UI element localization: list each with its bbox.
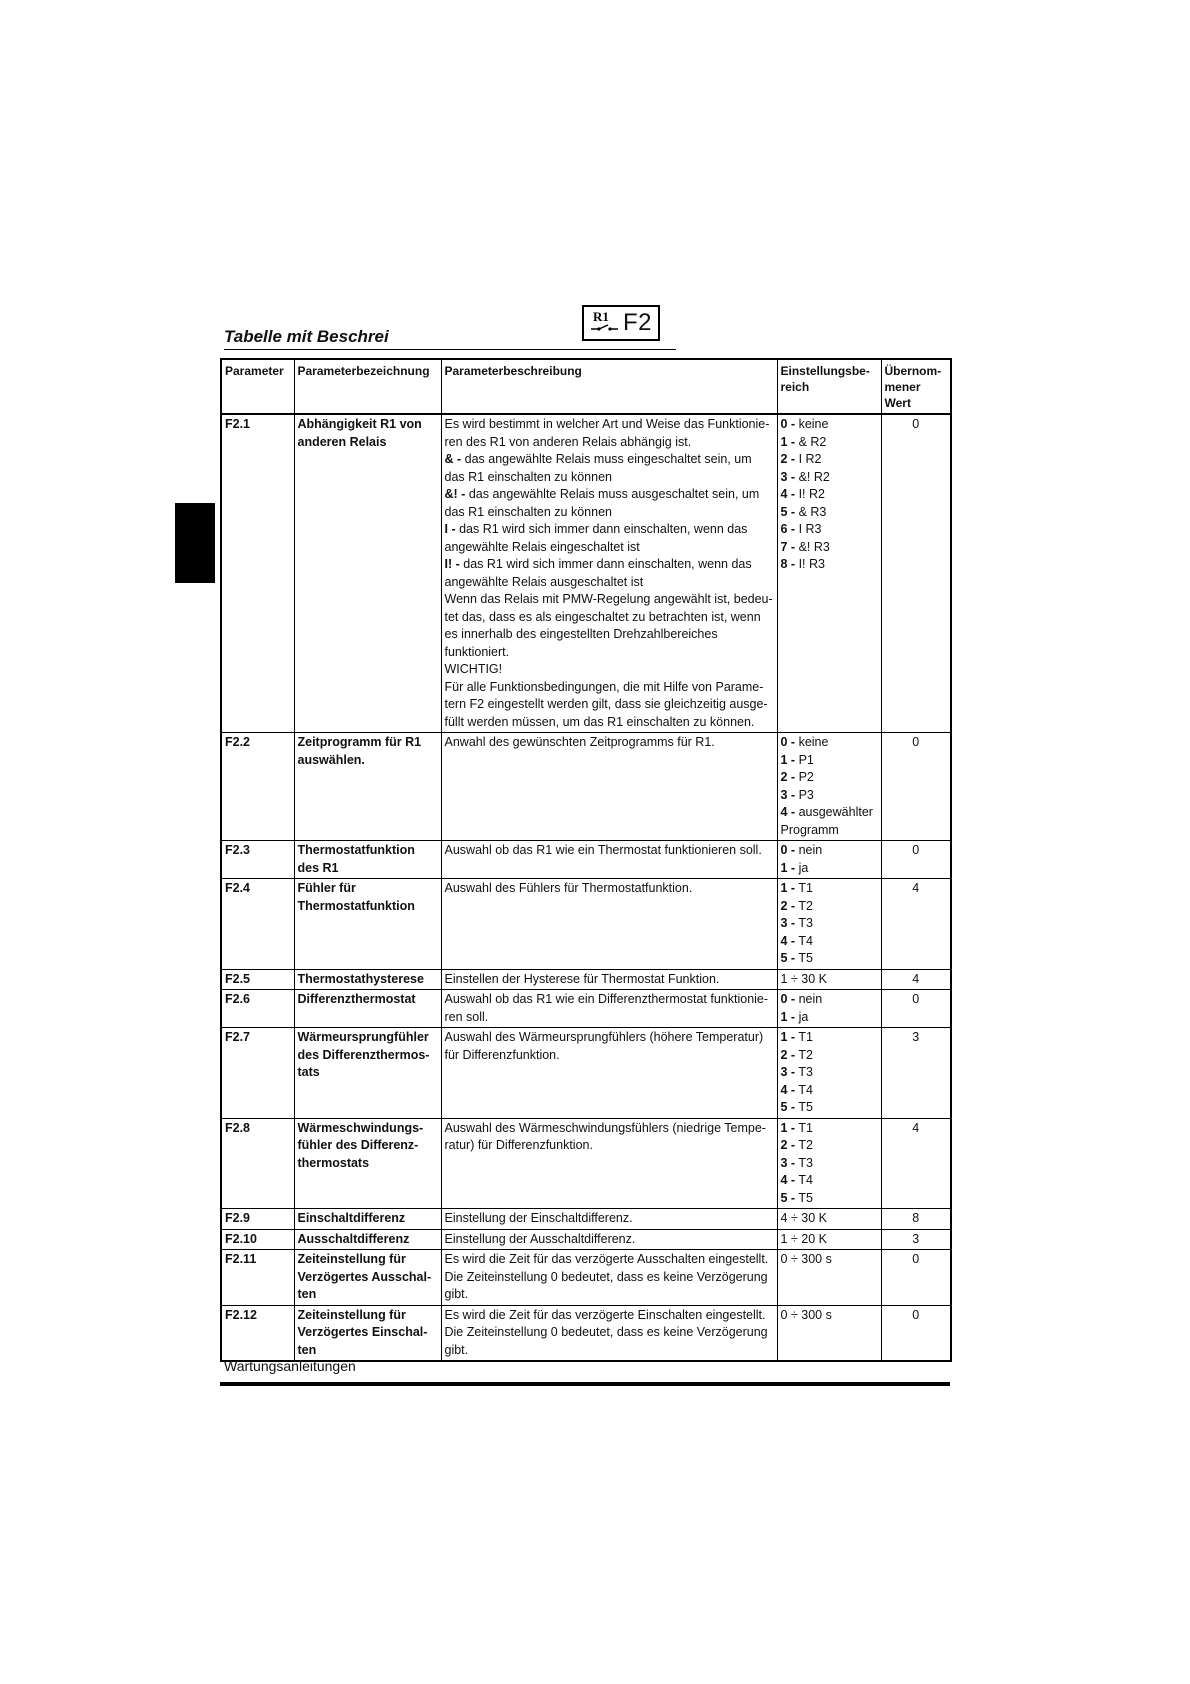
description-line (445, 521, 774, 556)
parameter-name: Ausschaltdifferenz (294, 1229, 441, 1250)
description-text: Auswahl des Fühlers für Thermostatfunktion. (444, 881, 693, 895)
range-option-number: 4 - (780, 805, 796, 819)
range-option-label: I R3 (798, 522, 822, 536)
range-option-label: &! R3 (798, 539, 830, 554)
range-option (781, 451, 878, 469)
parameter-id: F2.8 (221, 1118, 294, 1209)
relay-switch-icon (589, 309, 619, 337)
range-option-number: 2 - (780, 452, 796, 466)
column-header-parameter: Parameter (221, 359, 294, 414)
table-row (221, 990, 951, 1028)
parameter-id: F2.7 (221, 1028, 294, 1119)
range-option-number: 0 - (780, 992, 796, 1006)
description-line (445, 679, 774, 732)
range-option-label: T4 (798, 1173, 813, 1187)
range-option-label: T2 (798, 1047, 813, 1062)
description-text: Es wird die Zeit für das verzögerte Ausschalten eingestellt. Die Zeiteinstellung 0 bedeutet, dass es keine Verzögerung gibt. (444, 1252, 769, 1301)
description-symbol: & - (444, 452, 462, 466)
parameter-id: F2.2 (221, 733, 294, 841)
range-option (781, 486, 878, 504)
parameter-description (441, 879, 777, 970)
parameter-id: F2.12 (221, 1305, 294, 1361)
setting-range (777, 733, 881, 841)
range-option-number: 2 - (780, 898, 796, 913)
table-row (221, 879, 951, 970)
description-line (445, 971, 774, 989)
description-line (445, 1307, 774, 1360)
description-text: WICHTIG! (444, 662, 503, 676)
parameter-id: F2.3 (221, 841, 294, 879)
table-row (221, 1028, 951, 1119)
range-option (781, 521, 878, 539)
range-option (781, 1190, 878, 1208)
default-value: 4 (881, 1118, 951, 1209)
range-option-label: T1 (798, 881, 813, 895)
range-option-number: 8 - (780, 557, 796, 571)
range-option-number: 7 - (780, 539, 796, 554)
range-option-label: P2 (798, 770, 814, 784)
range-option-number: 2 - (780, 1138, 796, 1152)
range-option-number: 2 - (780, 1047, 796, 1062)
default-value: 0 (881, 733, 951, 841)
description-text: Einstellung der Ausschaltdifferenz. (444, 1231, 636, 1246)
range-option (781, 556, 878, 574)
range-option (781, 1307, 878, 1325)
parameter-table (220, 358, 952, 1362)
parameter-description (441, 1209, 777, 1230)
range-option (781, 469, 878, 487)
range-option (781, 804, 878, 839)
default-value: 3 (881, 1028, 951, 1119)
default-value: 0 (881, 990, 951, 1028)
range-option-label: T2 (798, 898, 813, 913)
range-option-number: 0 - (780, 735, 796, 749)
footer-rule (220, 1382, 950, 1386)
default-value: 0 (881, 1250, 951, 1306)
range-option (781, 734, 878, 752)
parameter-name: Thermostatfunktion des R1 (294, 841, 441, 879)
range-option-number: 1 - (780, 1009, 796, 1024)
column-header-default: Übernom-mener Wert (881, 359, 951, 414)
range-option (781, 1082, 878, 1100)
range-option-label: T1 (798, 1120, 813, 1135)
default-value: 0 (881, 1305, 951, 1361)
description-line (445, 556, 774, 591)
parameter-name: Wärmeschwindungs-fühler des Differenz-thermostats (294, 1118, 441, 1209)
parameter-description (441, 841, 777, 879)
range-option-label: 4 ÷ 30 K (780, 1211, 827, 1225)
description-line (445, 486, 774, 521)
description-text: Es wird die Zeit für das verzögerte Einschalten eingestellt. Die Zeiteinstellung 0 bedeutet, dass es keine Verzögerung gibt. (444, 1307, 768, 1357)
range-option (781, 434, 878, 452)
setting-range (777, 1118, 881, 1209)
parameter-description (441, 1250, 777, 1306)
range-option-number: 1 - (780, 1030, 796, 1044)
range-option-label: 1 ÷ 30 K (780, 971, 827, 986)
description-text: das R1 wird sich immer dann einschalten, wenn das angewählte Relais eingeschaltet ist (444, 522, 748, 554)
range-option-number: 3 - (780, 787, 796, 802)
section-heading: Tabelle mit Beschrei (224, 327, 389, 346)
range-option (781, 1231, 878, 1249)
range-option-number: 3 - (780, 1065, 796, 1079)
chapter-tab-marker (175, 503, 215, 583)
description-line (445, 1210, 774, 1228)
setting-range (777, 879, 881, 970)
setting-range (777, 1305, 881, 1361)
parameter-description (441, 969, 777, 990)
range-option-number: 4 - (780, 933, 796, 948)
description-text: Auswahl des Wärmeschwindungsfühlers (niedrige Tempe-ratur) für Differenzfunktion. (444, 1120, 766, 1152)
parameter-id: F2.11 (221, 1250, 294, 1306)
range-option-number: 1 - (780, 860, 796, 875)
description-text: Einstellung der Einschaltdifferenz. (444, 1211, 633, 1225)
range-option-label: T4 (798, 1082, 813, 1097)
range-option-number: 3 - (780, 1155, 796, 1170)
description-text: Es wird bestimmt in welcher Art und Weise das Funktionie-ren des R1 von anderen Relais abhängig ist. (444, 417, 770, 449)
range-option-label: I! R2 (798, 487, 825, 501)
function-code-label: F2 (623, 309, 653, 336)
parameter-description (441, 733, 777, 841)
range-option-label: T3 (798, 916, 813, 930)
table-row (221, 414, 951, 733)
range-option-label: T4 (798, 933, 813, 948)
range-option (781, 769, 878, 787)
range-option-label: T5 (798, 1100, 813, 1114)
range-option (781, 1137, 878, 1155)
description-text: das angewählte Relais muss ausgeschaltet sein, um das R1 einschalten zu können (444, 487, 760, 519)
function-code-icon (582, 305, 660, 341)
range-option (781, 1064, 878, 1082)
range-option-label: & R2 (798, 434, 827, 449)
setting-range (777, 841, 881, 879)
setting-range (777, 990, 881, 1028)
range-option (781, 898, 878, 916)
setting-range (777, 1028, 881, 1119)
range-option-label: ja (798, 1009, 809, 1024)
setting-range (777, 1250, 881, 1306)
description-line (445, 880, 774, 898)
parameter-description (441, 1229, 777, 1250)
description-text: Einstellen der Hysterese für Thermostat Funktion. (444, 971, 720, 986)
range-option-number: 1 - (780, 881, 796, 895)
range-option-label: 0 ÷ 300 s (780, 1252, 832, 1266)
default-value: 4 (881, 879, 951, 970)
range-option (781, 1172, 878, 1190)
description-text: Wenn das Relais mit PMW-Regelung angewählt ist, bedeu-tet das, dass es als eingeschaltet zu betrachten ist, wenn es innerhalb des eingestellten Drehzahlbereiches funktioniert. (444, 592, 773, 659)
description-line (445, 451, 774, 486)
range-option-number: 1 - (780, 752, 796, 767)
table-row (221, 969, 951, 990)
range-option (781, 950, 878, 968)
range-option-number: 3 - (780, 916, 796, 930)
range-option-number: 5 - (780, 1100, 796, 1114)
range-option (781, 416, 878, 434)
parameter-id: F2.6 (221, 990, 294, 1028)
range-option (781, 752, 878, 770)
parameter-name: Zeitprogramm für R1 auswählen. (294, 733, 441, 841)
description-line (445, 842, 774, 860)
description-text: das angewählte Relais muss eingeschaltet sein, um das R1 einschalten zu können (444, 452, 752, 484)
range-option-number: 5 - (780, 1190, 796, 1205)
column-header-range: Einstellungsbe-reich (777, 359, 881, 414)
parameter-id: F2.4 (221, 879, 294, 970)
range-option-label: I R2 (798, 452, 822, 466)
range-option-label: nein (798, 843, 823, 857)
range-option (781, 991, 878, 1009)
parameter-name: Einschaltdifferenz (294, 1209, 441, 1230)
parameter-name: Differenzthermostat (294, 990, 441, 1028)
range-option-number: 6 - (780, 522, 796, 536)
range-option (781, 1099, 878, 1117)
range-option (781, 933, 878, 951)
parameter-name: Fühler für Thermostatfunktion (294, 879, 441, 970)
heading-underline (224, 349, 676, 350)
range-option-label: 0 ÷ 300 s (780, 1307, 832, 1322)
default-value: 3 (881, 1229, 951, 1250)
description-line (445, 991, 774, 1026)
range-option-label: T5 (798, 951, 813, 965)
description-text: Auswahl ob das R1 wie ein Thermostat funktionieren soll. (444, 843, 762, 857)
range-option-number: 2 - (780, 770, 796, 784)
range-option (781, 1029, 878, 1047)
range-option-number: 1 - (780, 1120, 796, 1135)
range-option-number: 5 - (780, 504, 796, 519)
description-symbol: I - (444, 522, 456, 536)
parameter-description (441, 990, 777, 1028)
description-text: Anwahl des gewünschten Zeitprogramms für R1. (444, 735, 715, 749)
table-row (221, 1209, 951, 1230)
range-option (781, 842, 878, 860)
parameter-id: F2.9 (221, 1209, 294, 1230)
range-option (781, 1047, 878, 1065)
range-option-label: T3 (798, 1155, 813, 1170)
default-value: 4 (881, 969, 951, 990)
range-option (781, 1120, 878, 1138)
column-header-name: Parameterbezeichnung (294, 359, 441, 414)
table-row (221, 1229, 951, 1250)
setting-range (777, 1209, 881, 1230)
range-option (781, 1210, 878, 1228)
description-line (445, 1120, 774, 1155)
range-option-label: T1 (798, 1030, 813, 1044)
range-option-number: 4 - (780, 487, 796, 501)
range-option-label: T5 (798, 1190, 813, 1205)
range-option-label: P3 (798, 787, 814, 802)
range-option-number: 1 - (780, 434, 796, 449)
description-line (445, 1251, 774, 1304)
range-option-label: ja (798, 860, 809, 875)
parameter-id: F2.5 (221, 969, 294, 990)
table-row (221, 1250, 951, 1306)
parameter-name: Zeiteinstellung für Verzögertes Einschal-ten (294, 1305, 441, 1361)
range-option-number: 0 - (780, 417, 796, 431)
setting-range (777, 969, 881, 990)
column-header-description: Parameterbeschreibung (441, 359, 777, 414)
description-text: Für alle Funktionsbedingungen, die mit Hilfe von Parame-tern F2 eingestellt werden gilt, dass sie gleichzeitig ausge-füllt werden müssen, um das R1 einschalten zu können. (444, 679, 768, 729)
description-line (445, 1231, 774, 1249)
description-text: Auswahl des Wärmeursprungfühlers (höhere Temperatur) für Differenzfunktion. (444, 1030, 764, 1062)
range-option-number: 5 - (780, 951, 796, 965)
description-line (445, 661, 774, 679)
table-row (221, 1305, 951, 1361)
parameter-description (441, 1305, 777, 1361)
parameter-id: F2.10 (221, 1229, 294, 1250)
table-row (221, 733, 951, 841)
default-value: 0 (881, 414, 951, 733)
description-text: das R1 wird sich immer dann einschalten, wenn das angewählte Relais ausgeschaltet ist (444, 557, 752, 589)
range-option-number: 3 - (780, 469, 796, 484)
range-option-number: 4 - (780, 1082, 796, 1097)
setting-range (777, 1229, 881, 1250)
range-option (781, 1155, 878, 1173)
default-value: 8 (881, 1209, 951, 1230)
parameter-name: Abhängigkeit R1 von anderen Relais (294, 414, 441, 733)
page-footer: Wartungsanleitungen (224, 1358, 356, 1374)
description-symbol: &! - (444, 487, 466, 501)
parameter-name: Wärmeursprungfühler des Differenzthermos-tats (294, 1028, 441, 1119)
description-line (445, 591, 774, 661)
table-row (221, 841, 951, 879)
default-value: 0 (881, 841, 951, 879)
parameter-description (441, 1028, 777, 1119)
range-option (781, 880, 878, 898)
description-line (445, 734, 774, 752)
table-row (221, 1118, 951, 1209)
range-option (781, 971, 878, 989)
range-option-number: 0 - (780, 843, 796, 857)
range-option-label: & R3 (798, 504, 827, 519)
range-option-label: nein (798, 992, 823, 1006)
range-option-label: ausgewählter Programm (780, 805, 873, 837)
description-line (445, 1029, 774, 1064)
range-option-label: 1 ÷ 20 K (780, 1231, 827, 1246)
range-option (781, 1009, 878, 1027)
range-option (781, 915, 878, 933)
description-symbol: I! - (444, 557, 460, 571)
table-header-row (221, 359, 951, 414)
range-option-label: keine (798, 735, 829, 749)
description-text: Auswahl ob das R1 wie ein Differenzthermostat funktionie-ren soll. (444, 992, 769, 1024)
range-option-label: T2 (798, 1138, 813, 1152)
range-option-label: I! R3 (798, 557, 825, 571)
range-option-number: 4 - (780, 1173, 796, 1187)
parameter-description (441, 1118, 777, 1209)
range-option (781, 504, 878, 522)
relay-label: R1 (593, 309, 609, 324)
range-option-label: &! R2 (798, 469, 830, 484)
range-option (781, 860, 878, 878)
parameter-name: Zeiteinstellung für Verzögertes Ausschal-ten (294, 1250, 441, 1306)
description-line (445, 416, 774, 451)
range-option-label: keine (798, 417, 829, 431)
range-option-label: P1 (798, 752, 814, 767)
range-option (781, 787, 878, 805)
range-option-label: T3 (798, 1065, 813, 1079)
parameter-id: F2.1 (221, 414, 294, 733)
range-option (781, 539, 878, 557)
range-option (781, 1251, 878, 1269)
parameter-description (441, 414, 777, 733)
setting-range (777, 414, 881, 733)
parameter-name: Thermostathysterese (294, 969, 441, 990)
